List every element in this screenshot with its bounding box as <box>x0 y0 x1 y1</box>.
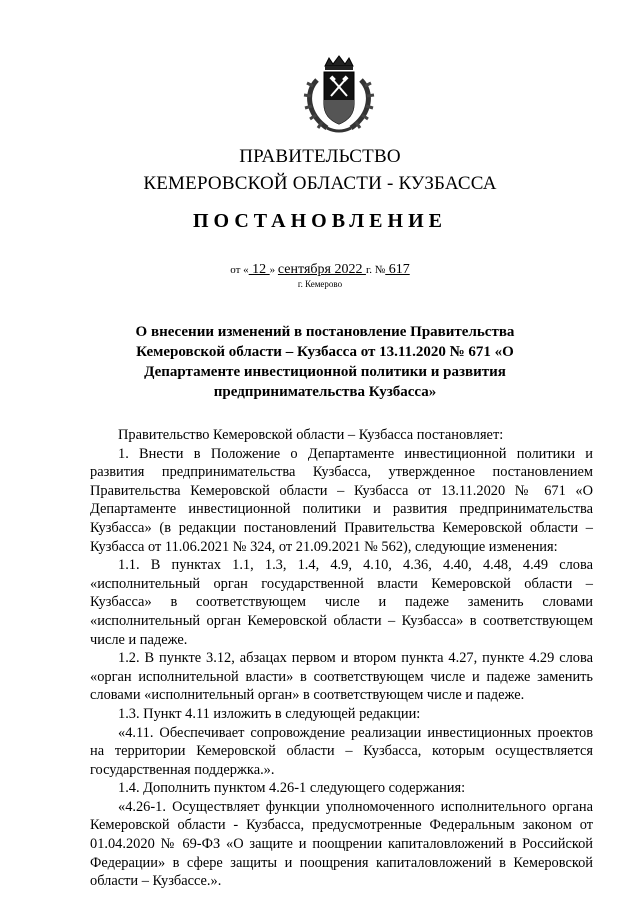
decree-number: 617 <box>385 262 410 277</box>
coat-of-arms-emblem <box>297 52 381 136</box>
body-paragraph: «4.11. Обеспечивает сопровождение реализации инвестиционных проектов на территории Кемеровской области – Кузбасса, которым осуществляется государственная поддержка.». <box>90 724 593 778</box>
date-prefix: от « <box>230 264 249 276</box>
city-label: г. Кемерово <box>297 279 343 289</box>
decree-subject: О внесении изменений в постановление Правительства Кемеровской области – Кузбасса от 13.11.2020 № 671 «О Департаменте инвестиционной политики и развития предпринимательства Кузбасса» <box>135 324 515 400</box>
body-paragraph: «4.26-1. Осуществляет функции уполномоченного исполнительного органа Кемеровской области - Кузбасса, предусмотренные Федеральным законом от 01.04.2020 № 69-ФЗ «О защите и поощрении капиталовложений в Российской Федерации» в сфере защиты и поощрения капиталовложений в Кемеровской области – Кузбассе.». <box>90 798 593 890</box>
date-month-year: сентября 2022 <box>277 262 366 277</box>
body-paragraph: 1.3. Пункт 4.11 изложить в следующей редакции: <box>118 705 421 722</box>
decree-body <box>90 426 593 891</box>
government-title-line-1: ПРАВИТЕЛЬСТВО <box>239 146 401 167</box>
government-title-line-2: КЕМЕРОВСКОЙ ОБЛАСТИ - КУЗБАССА <box>143 173 497 194</box>
body-paragraph: 1.4. Дополнить пунктом 4.26-1 следующего содержания: <box>118 780 466 797</box>
date-separator: » <box>269 264 278 276</box>
body-paragraph: 1.2. В пункте 3.12, абзацах первом и втором пункта 4.27, пункте 4.29 слова «орган исполнительной власти» в соответствующем числе и падеже заменить словами «исполнительный орган» в соответствующем числе и падеже. <box>90 650 593 704</box>
decree-heading: ПОСТАНОВЛЕНИЕ <box>193 210 447 232</box>
body-paragraph: 1. Внести в Положение о Департаменте инвестиционной политики и развития предпринимательства Кузбасса, утвержденное постановлением Правительства Кемеровской области – Кузбасса от 13.11.2020 № 671 «О Департаменте инвестиционной политики и развития предпринимательства Кузбасса» (в редакции постановлений Правительства Кемеровской области – Кузбасса от 11.06.2021 № 324, от 21.09.2021 № 562), следующие изменения: <box>90 445 593 555</box>
body-paragraph: 1.1. В пунктах 1.1, 1.3, 1.4, 4.9, 4.10, 4.36, 4.40, 4.48, 4.49 слова «исполнительный орган государственной власти Кемеровской области – Кузбасса» в соответствующем числе и падеже заменить словами «исполнительный орган Кемеровской области – Кузбасса» в соответствующем числе и падеже. <box>90 557 593 648</box>
date-year-suffix: г. № <box>365 264 386 276</box>
decree-date-line <box>0 262 640 278</box>
body-paragraph: Правительство Кемеровской области – Кузбасса постановляет: <box>118 427 504 443</box>
date-day: 12 <box>248 262 270 277</box>
